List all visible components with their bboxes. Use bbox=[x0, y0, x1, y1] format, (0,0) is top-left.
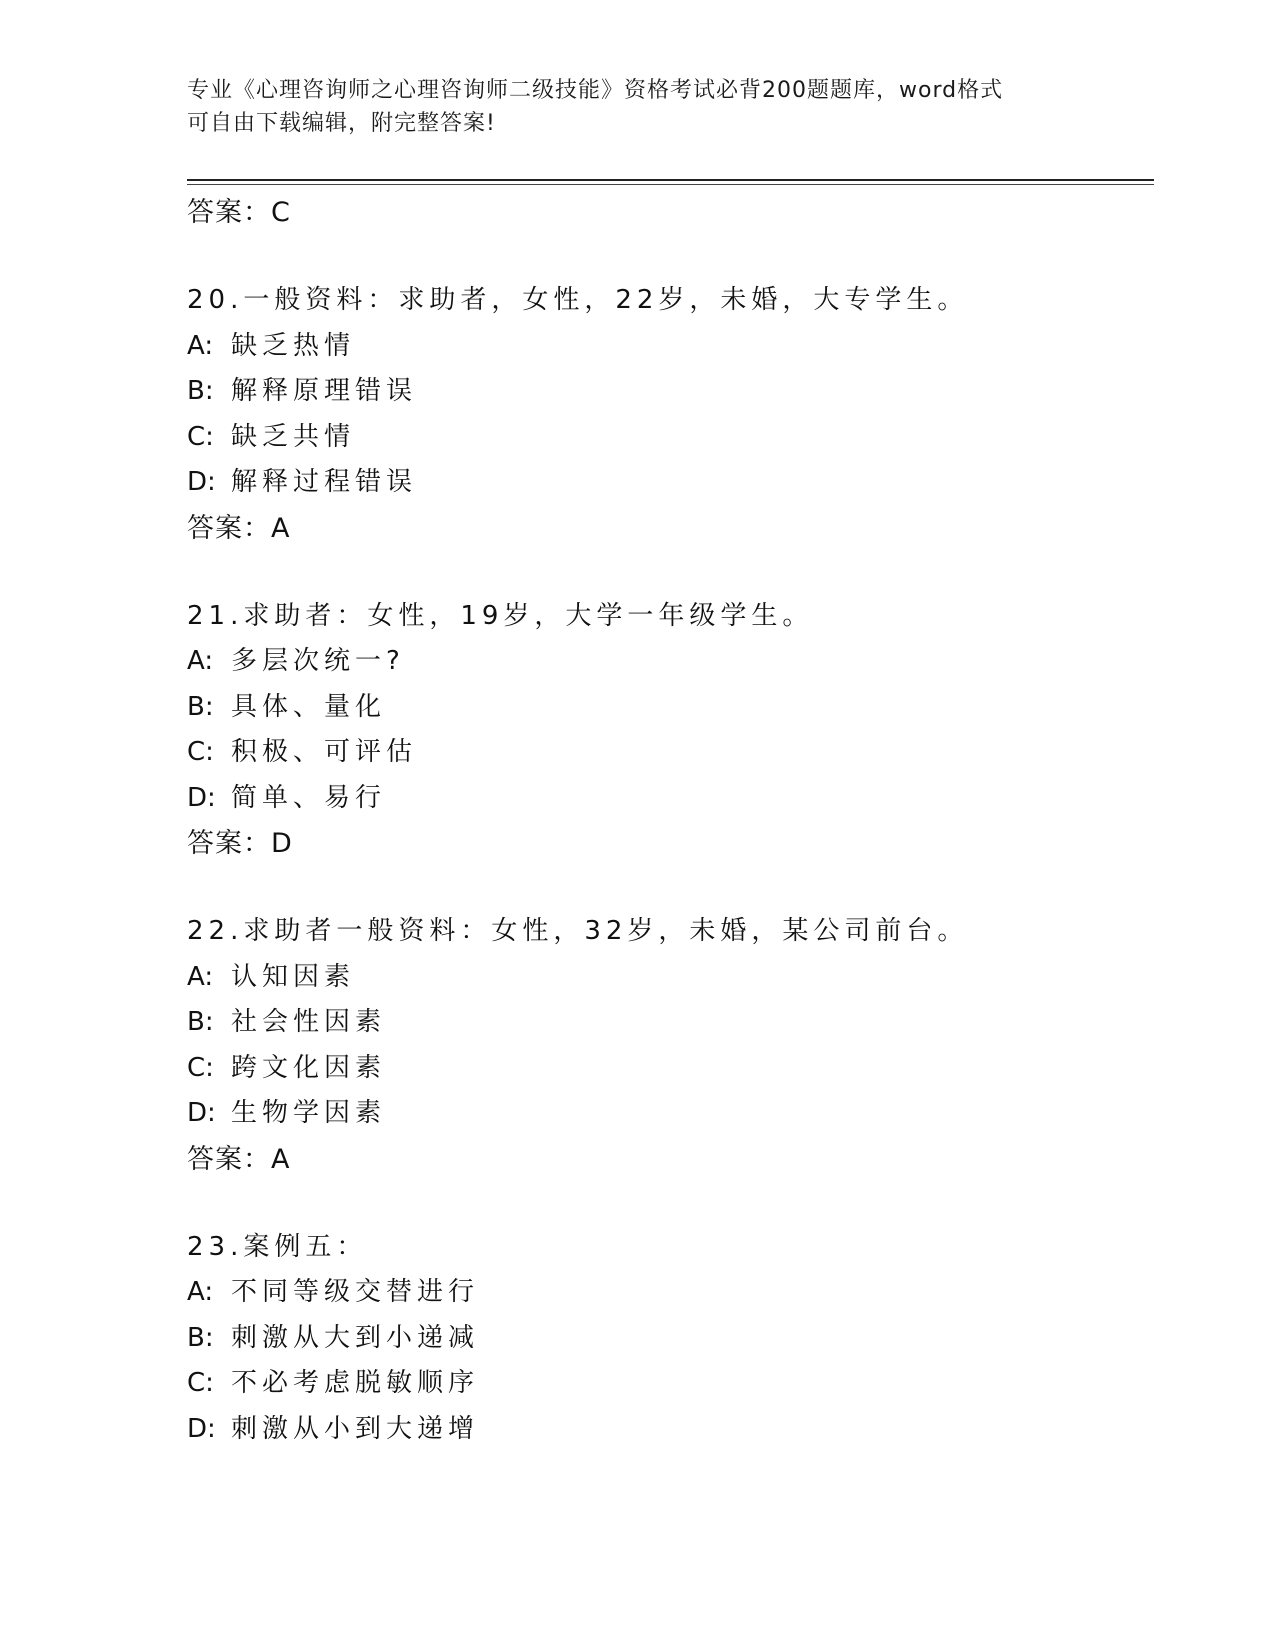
option-text: 缺乏共情 bbox=[231, 421, 356, 452]
option-c bbox=[187, 415, 1147, 461]
option-text: 不同等级交替进行 bbox=[231, 1277, 480, 1307]
option-c bbox=[187, 1361, 1147, 1407]
question-stem: 23.案例五： bbox=[187, 1231, 368, 1262]
option-d bbox=[187, 460, 1147, 506]
header-divider-thin bbox=[187, 184, 1154, 185]
question-item bbox=[187, 594, 1147, 868]
option-b bbox=[187, 685, 1147, 731]
option-text: 多层次统一? bbox=[231, 646, 405, 676]
question-item bbox=[187, 909, 1147, 1183]
question-item bbox=[187, 1225, 1147, 1453]
header-divider-thick bbox=[187, 179, 1154, 181]
answer-line: 答案：A bbox=[187, 512, 291, 544]
option-letter: C: bbox=[187, 421, 214, 452]
header-title-line-2: 可自由下载编辑，附完整答案! bbox=[187, 111, 496, 136]
option-letter: B: bbox=[187, 1322, 214, 1353]
option-d bbox=[187, 776, 1147, 822]
option-text: 具体、量化 bbox=[231, 691, 387, 722]
option-text: 跨文化因素 bbox=[231, 1052, 387, 1083]
option-letter: D: bbox=[187, 782, 216, 813]
question-list bbox=[187, 190, 1147, 1494]
option-text: 认知因素 bbox=[231, 961, 356, 992]
option-b bbox=[187, 369, 1147, 415]
option-letter: A: bbox=[187, 646, 214, 676]
option-a bbox=[187, 955, 1147, 1001]
option-letter: A: bbox=[187, 330, 214, 361]
option-text: 积极、可评估 bbox=[231, 737, 418, 767]
option-letter: B: bbox=[187, 691, 214, 722]
question-stem: 22.求助者一般资料：女性，32岁，未婚，某公司前台。 bbox=[187, 916, 969, 946]
question-stem: 20.一般资料：求助者，女性，22岁，未婚，大专学生。 bbox=[187, 285, 969, 315]
option-a bbox=[187, 639, 1147, 685]
answer-line: 答案：D bbox=[187, 828, 293, 859]
question-stem: 21.求助者：女性，19岁，大学一年级学生。 bbox=[187, 600, 814, 631]
header-title-line-1: 专业《心理咨询师之心理咨询师二级技能》资格考试必背200题题库，word格式 bbox=[187, 78, 1004, 103]
option-text: 社会性因素 bbox=[231, 1007, 387, 1037]
answer-line: 答案：C bbox=[187, 197, 291, 228]
option-letter: B: bbox=[187, 376, 214, 406]
option-letter: D: bbox=[187, 1098, 216, 1128]
option-letter: C: bbox=[187, 737, 214, 767]
option-letter: C: bbox=[187, 1368, 214, 1398]
option-b bbox=[187, 1000, 1147, 1046]
option-letter: D: bbox=[187, 467, 216, 497]
option-text: 解释过程错误 bbox=[231, 467, 418, 497]
answer-line: 答案：A bbox=[187, 1143, 291, 1175]
option-d bbox=[187, 1407, 1147, 1453]
option-text: 生物学因素 bbox=[231, 1098, 387, 1128]
option-c bbox=[187, 1046, 1147, 1092]
option-letter: D: bbox=[187, 1413, 216, 1444]
document-header bbox=[187, 74, 1087, 140]
option-text: 刺激从大到小递减 bbox=[231, 1322, 480, 1353]
option-c bbox=[187, 730, 1147, 776]
option-letter: B: bbox=[187, 1007, 214, 1037]
option-text: 缺乏热情 bbox=[231, 330, 356, 361]
option-text: 解释原理错误 bbox=[231, 376, 418, 406]
option-text: 简单、易行 bbox=[231, 782, 387, 813]
question-item bbox=[187, 278, 1147, 552]
option-b bbox=[187, 1316, 1147, 1362]
option-a bbox=[187, 1270, 1147, 1316]
option-letter: A: bbox=[187, 961, 214, 992]
option-text: 刺激从小到大递增 bbox=[231, 1413, 480, 1444]
option-letter: C: bbox=[187, 1052, 214, 1083]
option-a bbox=[187, 324, 1147, 370]
option-letter: A: bbox=[187, 1277, 214, 1307]
option-text: 不必考虑脱敏顺序 bbox=[231, 1368, 480, 1398]
option-d bbox=[187, 1091, 1147, 1137]
